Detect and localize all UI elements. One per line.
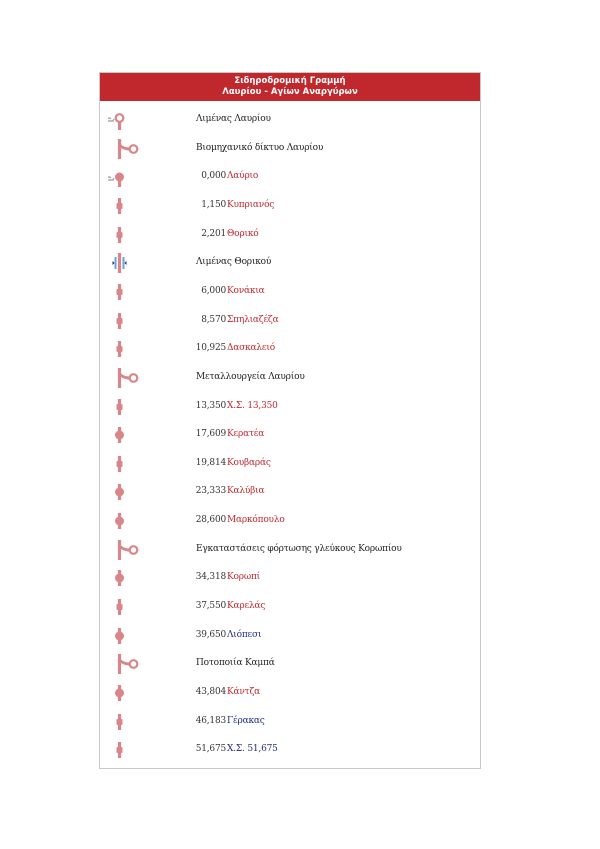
station-name-link[interactable]: Χ.Σ. 13,350 <box>227 400 278 411</box>
route-row <box>100 196 480 216</box>
halt-icon <box>108 225 148 245</box>
station-name-link[interactable]: Κονάκια <box>227 285 265 296</box>
route-row <box>100 454 480 474</box>
feature-name: Λιμένας Θορικού <box>196 257 272 268</box>
station-name-link[interactable]: Κορωπί <box>227 572 261 583</box>
route-row <box>100 568 480 588</box>
halt-icon <box>108 311 148 331</box>
route-row <box>100 626 480 646</box>
station-name-link[interactable]: Μαρκόπουλο <box>227 515 285 526</box>
station-name-link[interactable]: Κάντζα <box>227 687 261 697</box>
route-row <box>100 253 480 273</box>
route-row <box>100 368 480 388</box>
diagram-title: Σιδηροδρομική Γραμμή <box>234 76 346 86</box>
route-row <box>100 482 480 502</box>
diagram-header <box>100 73 480 101</box>
station-name-link[interactable]: Κουβαράς <box>227 457 271 468</box>
station-name-link[interactable]: Χ.Σ. 51,675 <box>227 744 278 755</box>
station-km: 28,600 <box>195 515 226 526</box>
station-km: 1,150 <box>201 199 226 210</box>
station-icon <box>108 425 148 445</box>
station-km: 51,675 <box>195 744 226 755</box>
station-name-link[interactable]: Καρελάς <box>227 601 266 612</box>
halt-icon <box>108 196 148 216</box>
halt-icon <box>108 282 148 302</box>
halt-icon <box>108 712 148 732</box>
station-name-link[interactable]: Δασκαλειό <box>227 343 275 354</box>
feature-name: Ποτοποιία Καμπά <box>196 658 275 669</box>
siding-branch-icon <box>108 654 148 674</box>
terminus-station-icon <box>108 167 148 187</box>
station-km: 46,183 <box>195 715 226 726</box>
route-diagram-panel <box>99 72 481 769</box>
station-name-link[interactable]: Κερατέα <box>227 429 265 440</box>
station-km: 37,550 <box>195 601 226 612</box>
feature-name: Βιομηχανικό δίκτυο Λαυρίου <box>196 142 324 153</box>
route-row <box>100 740 480 760</box>
route-row <box>100 654 480 674</box>
station-km: 2,201 <box>201 228 226 239</box>
station-km: 43,804 <box>195 687 226 697</box>
station-icon <box>108 683 148 703</box>
diagram-subtitle: Λαυρίου - Αγίων Αναργύρων <box>222 87 358 97</box>
station-icon <box>108 482 148 502</box>
halt-icon <box>108 397 148 417</box>
station-name-link[interactable]: Γέρακας <box>227 715 265 726</box>
halt-icon <box>108 339 148 359</box>
halt-icon <box>108 740 148 760</box>
route-row <box>100 139 480 159</box>
siding-branch-icon <box>108 368 148 388</box>
station-km: 23,333 <box>195 486 226 497</box>
feature-name: Μεταλλουργεία Λαυρίου <box>196 371 305 382</box>
port-terminus-icon <box>108 110 148 130</box>
siding-branch-icon <box>108 139 148 159</box>
station-name-link[interactable]: Σπηλιαζέζα <box>227 314 279 325</box>
station-km: 39,650 <box>195 629 226 640</box>
station-name-link[interactable]: Κυπριανός <box>227 199 275 210</box>
station-km: 13,350 <box>195 400 226 411</box>
station-km: 0,000 <box>201 171 226 182</box>
station-km: 17,609 <box>195 429 226 440</box>
route-row <box>100 282 480 302</box>
station-km: 10,925 <box>195 343 226 354</box>
route-row <box>100 110 480 130</box>
route-row <box>100 397 480 417</box>
station-name-link[interactable]: Θορικό <box>227 228 259 239</box>
station-icon <box>108 568 148 588</box>
feature-name: Εγκαταστάσεις φόρτωσης γλεύκους Κορωπίου <box>196 543 402 554</box>
route-row <box>100 339 480 359</box>
station-km: 8,570 <box>201 314 226 325</box>
port-junction-icon <box>108 253 148 273</box>
route-row <box>100 167 480 187</box>
feature-name: Λιμένας Λαυρίου <box>196 114 271 124</box>
route-row <box>100 311 480 331</box>
route-row <box>100 511 480 531</box>
station-km: 19,814 <box>195 457 226 468</box>
route-row <box>100 425 480 445</box>
route-row <box>100 597 480 617</box>
route-row <box>100 225 480 245</box>
halt-icon <box>108 454 148 474</box>
siding-branch-icon <box>108 540 148 560</box>
route-row <box>100 540 480 560</box>
station-km: 6,000 <box>201 285 226 296</box>
route-row <box>100 712 480 732</box>
route-row <box>100 683 480 703</box>
halt-icon <box>108 597 148 617</box>
station-km: 34,318 <box>195 572 226 583</box>
station-name-link[interactable]: Λιόπεσι <box>227 629 262 640</box>
station-icon <box>108 511 148 531</box>
station-icon <box>108 626 148 646</box>
station-name-link[interactable]: Λαύριο <box>227 171 259 182</box>
station-name-link[interactable]: Καλύβια <box>227 486 265 497</box>
